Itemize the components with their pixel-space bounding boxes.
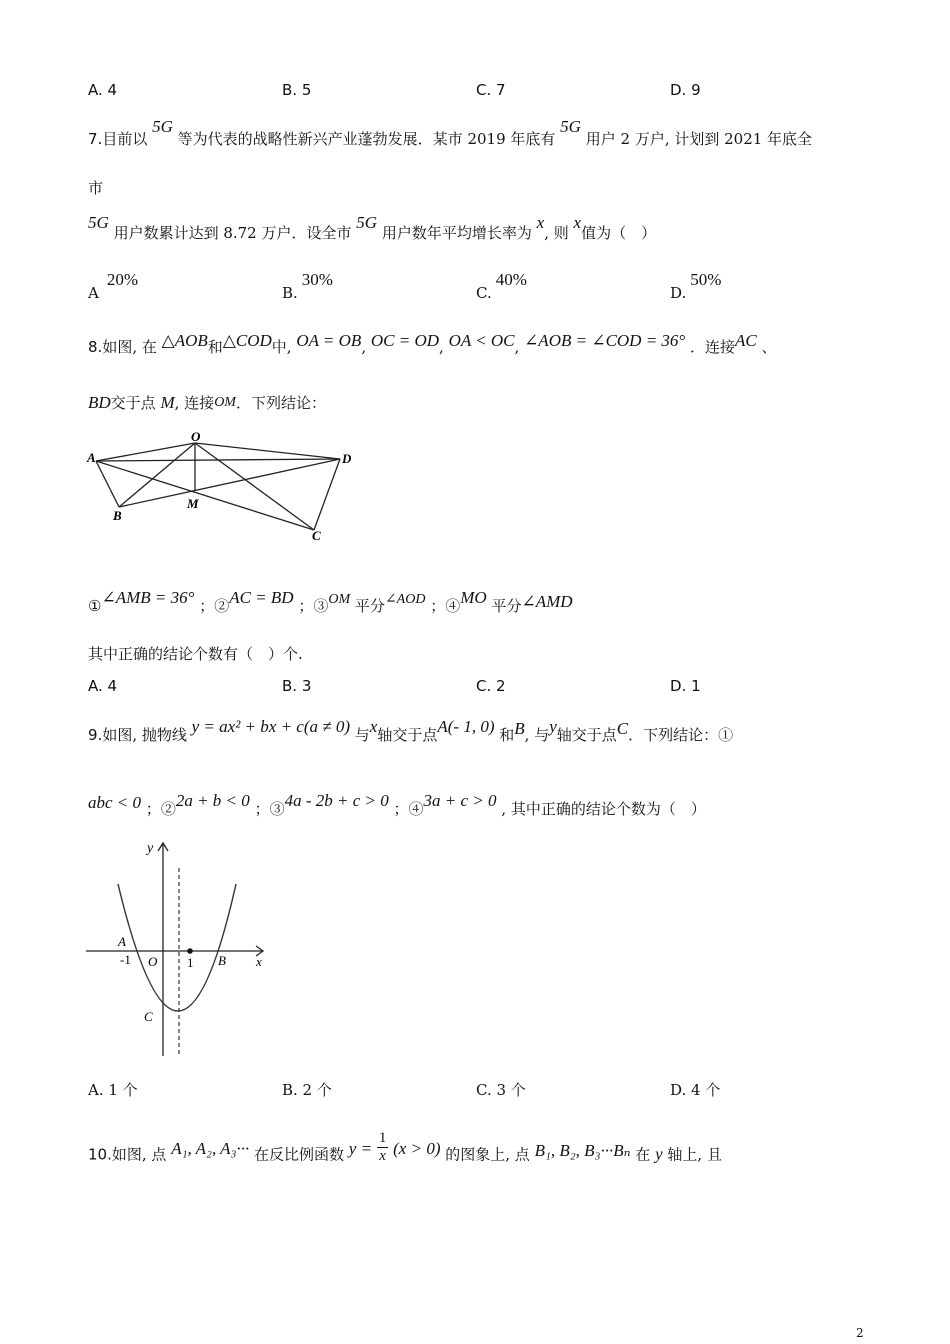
point-1 — [187, 948, 193, 954]
q8-figure-lines — [96, 443, 340, 530]
label-b: B — [218, 953, 226, 968]
q8-option-b: B. 3 — [282, 677, 312, 695]
parabola-curve — [118, 884, 236, 1011]
label-o: O — [148, 954, 158, 969]
q6-option-d: D. 9 — [670, 81, 701, 99]
fig-label-o: O — [191, 429, 201, 444]
label-y: y — [147, 841, 154, 856]
q7-option-c: C.40% — [476, 270, 527, 302]
q6-option-c: C. 7 — [476, 81, 506, 99]
label-x: x — [256, 954, 262, 969]
q8-question: 其中正确的结论个数有（ ）个. — [88, 645, 303, 663]
q7-option-b: B.30% — [282, 270, 333, 302]
q9-figure — [84, 838, 274, 1060]
q8-option-a: A. 4 — [88, 677, 118, 695]
label-c: C — [144, 1009, 153, 1024]
page-number: 2 — [856, 1326, 864, 1340]
q8-line1: 8.如图, 在 △AOB和△COD中, OA = OB, OC = OD, OA < OC, ∠AOB = ∠COD = 36° ．连接AC 、 — [88, 331, 777, 356]
q9-line1: 9.如图, 抛物线 y = ax² + bx + c(a ≠ 0) 与x轴交于点A(- 1, 0) 和B, 与y轴交于点C．下列结论：① — [88, 717, 734, 744]
fig-label-m: M — [187, 496, 199, 511]
q10-fraction: $\frac{1}{x}$ — [378, 1130, 387, 1164]
q8-option-d: D. 1 — [670, 677, 701, 695]
q7-line1: 7.目前以 5G 等为代表的战略性新兴产业蓬勃发展．某市 2019 年底有 5G 用户 2 万户, 计划到 2021 年底全 — [88, 117, 813, 148]
q7-line2: 市 — [88, 179, 104, 197]
q8-option-c: C. 2 — [476, 677, 506, 695]
label-a: A — [118, 934, 126, 949]
q9-option-d: D. 4 个 — [670, 1081, 721, 1099]
q6-option-a: A. 4 — [88, 81, 118, 99]
q9-line2: abc < 0 ；②2a + b < 0 ；③4a - 2b + c > 0 ；④3a + c > 0 , 其中正确的结论个数为（ ） — [88, 791, 706, 818]
q9-option-a: A. 1 个 — [88, 1081, 138, 1099]
fig-label-d: D — [342, 451, 352, 466]
q7-line3: 5G 用户数累计达到 8.72 万户．设全市 5G 用户数年平均增长率为 x, 则 x值为（ ） — [88, 213, 657, 242]
q6-option-b: B. 5 — [282, 81, 312, 99]
fig-label-a: A — [87, 450, 96, 465]
q9-option-b: B. 2 个 — [282, 1081, 332, 1099]
fig-label-b: B — [113, 508, 122, 523]
q9-option-c: C. 3 个 — [476, 1081, 526, 1099]
q8-conclusions: ①∠AMB = 36° ；②AC = BD ；③OM 平分∠AOD ；④MO 平分∠AMD — [88, 588, 573, 615]
fig-label-c: C — [312, 528, 321, 543]
q8-line2: BD交于点 M, 连接OM．下列结论： — [88, 393, 326, 412]
q7-option-d: D.50% — [670, 270, 722, 302]
q10-line1: 10.如图, 点 A₁, A₂, A₃··· 在反比例函数 y = $\frac{1}{x}$ (x > 0) 的图象上, 点 B₁, B₂, B₃···Bₙ 在 y 轴上, 且 — [88, 1130, 722, 1164]
label-minus-one: -1 — [120, 952, 131, 967]
q8-figure — [84, 428, 364, 546]
label-one: 1 — [187, 955, 194, 970]
q7-option-a: A20% — [88, 270, 139, 302]
